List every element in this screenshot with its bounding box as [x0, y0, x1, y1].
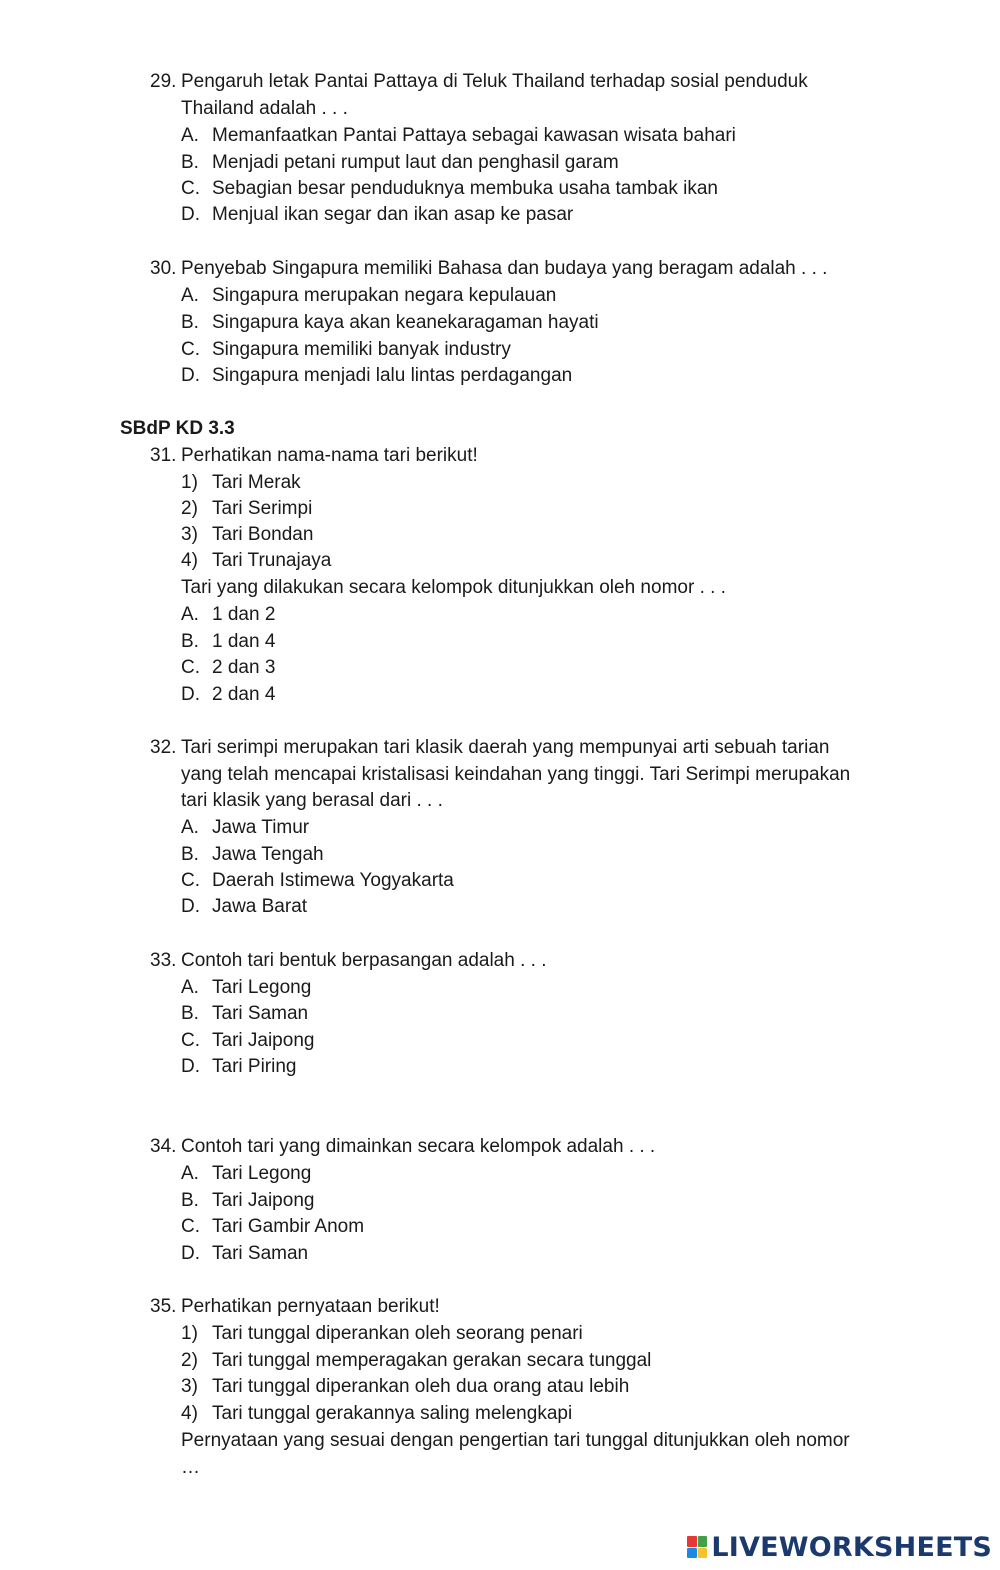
question-text: Perhatikan nama-nama tari berikut!: [181, 445, 478, 466]
option-c[interactable]: Tari Gambir Anom: [212, 1216, 365, 1237]
option-letter[interactable]: C.: [181, 1030, 200, 1051]
question-text: Thailand adalah . . .: [181, 98, 348, 119]
option-letter[interactable]: D.: [181, 896, 200, 917]
question-text: yang telah mencapai kristalisasi keindahan yang tinggi. Tari Serimpi merupakan: [181, 764, 851, 785]
option-d[interactable]: Menjual ikan segar dan ikan asap ke pasar: [212, 204, 574, 225]
list-item: Tari Serimpi: [212, 498, 313, 519]
list-item: Tari Bondan: [212, 524, 314, 545]
question-prompt: Pernyataan yang sesuai dengan pengertian tari tunggal ditunjukkan oleh nomor: [181, 1430, 850, 1451]
option-letter[interactable]: B.: [181, 631, 199, 652]
list-number: 1): [181, 1323, 198, 1344]
option-c[interactable]: Daerah Istimewa Yogyakarta: [212, 870, 454, 891]
option-letter[interactable]: A.: [181, 285, 199, 306]
option-b[interactable]: 1 dan 4: [212, 631, 276, 652]
list-number: 4): [181, 1403, 198, 1424]
option-a[interactable]: 1 dan 2: [212, 604, 276, 625]
section-heading: SBdP KD 3.3: [120, 418, 235, 439]
option-d[interactable]: Tari Saman: [212, 1243, 309, 1264]
option-c[interactable]: 2 dan 3: [212, 657, 276, 678]
list-number: 2): [181, 498, 198, 519]
option-d[interactable]: 2 dan 4: [212, 684, 276, 705]
option-letter[interactable]: B.: [181, 1003, 199, 1024]
option-letter[interactable]: B.: [181, 312, 199, 333]
option-letter[interactable]: D.: [181, 365, 200, 386]
option-a[interactable]: Singapura merupakan negara kepulauan: [212, 285, 557, 306]
question-prompt: Tari yang dilakukan secara kelompok ditunjukkan oleh nomor . . .: [181, 577, 726, 598]
option-letter[interactable]: D.: [181, 1056, 200, 1077]
option-b[interactable]: Jawa Tengah: [212, 844, 324, 865]
option-letter[interactable]: B.: [181, 1190, 199, 1211]
list-number: 2): [181, 1350, 198, 1371]
list-item: Tari tunggal diperankan oleh dua orang atau lebih: [212, 1376, 630, 1397]
option-c[interactable]: Singapura memiliki banyak industry: [212, 339, 511, 360]
option-a[interactable]: Jawa Timur: [212, 817, 310, 838]
question-text: Contoh tari yang dimainkan secara kelompok adalah . . .: [181, 1136, 656, 1157]
option-letter[interactable]: B.: [181, 152, 199, 173]
list-item: Tari tunggal memperagakan gerakan secara tunggal: [212, 1350, 652, 1371]
question-text: Pengaruh letak Pantai Pattaya di Teluk Thailand terhadap sosial penduduk: [181, 71, 808, 92]
logo-square: [698, 1548, 708, 1559]
option-b[interactable]: Menjadi petani rumput laut dan penghasil garam: [212, 152, 619, 173]
option-letter[interactable]: D.: [181, 204, 200, 225]
question-prompt-ellipsis: …: [181, 1457, 200, 1478]
list-number: 3): [181, 524, 198, 545]
question-number: 35.: [150, 1296, 177, 1317]
option-letter[interactable]: C.: [181, 657, 200, 678]
option-d[interactable]: Tari Piring: [212, 1056, 297, 1077]
liveworksheets-logo-icon: [687, 1536, 707, 1558]
liveworksheets-logo: [687, 1530, 992, 1564]
logo-square: [687, 1536, 697, 1547]
option-b[interactable]: Singapura kaya akan keanekaragaman hayati: [212, 312, 599, 333]
question-text: Tari serimpi merupakan tari klasik daerah yang mempunyai arti sebuah tarian: [181, 737, 830, 758]
logo-text: LIVEWORKSHEETS: [711, 1531, 992, 1563]
list-item: Tari tunggal diperankan oleh seorang penari: [212, 1323, 583, 1344]
option-a[interactable]: Tari Legong: [212, 977, 312, 998]
list-item: Tari Trunajaya: [212, 550, 332, 571]
question-text: Penyebab Singapura memiliki Bahasa dan budaya yang beragam adalah . . .: [181, 258, 828, 279]
option-d[interactable]: Jawa Barat: [212, 896, 308, 917]
list-number: 4): [181, 550, 198, 571]
question-number: 31.: [150, 445, 177, 466]
question-text: Contoh tari bentuk berpasangan adalah . . .: [181, 950, 547, 971]
option-a[interactable]: Memanfaatkan Pantai Pattaya sebagai kawasan wisata bahari: [212, 125, 736, 146]
option-letter[interactable]: D.: [181, 684, 200, 705]
option-letter[interactable]: C.: [181, 1216, 200, 1237]
option-letter[interactable]: A.: [181, 1163, 199, 1184]
question-text: Perhatikan pernyataan berikut!: [181, 1296, 440, 1317]
option-c[interactable]: Sebagian besar penduduknya membuka usaha tambak ikan: [212, 178, 718, 199]
option-letter[interactable]: B.: [181, 844, 199, 865]
option-letter[interactable]: A.: [181, 977, 199, 998]
option-c[interactable]: Tari Jaipong: [212, 1030, 315, 1051]
list-item: Tari Merak: [212, 472, 301, 493]
logo-square: [687, 1548, 697, 1559]
question-number: 34.: [150, 1136, 177, 1157]
logo-square: [698, 1536, 708, 1547]
option-b[interactable]: Tari Saman: [212, 1003, 309, 1024]
option-letter[interactable]: A.: [181, 817, 199, 838]
list-number: 3): [181, 1376, 198, 1397]
option-d[interactable]: Singapura menjadi lalu lintas perdagangan: [212, 365, 573, 386]
option-letter[interactable]: A.: [181, 125, 199, 146]
option-letter[interactable]: C.: [181, 339, 200, 360]
option-letter[interactable]: A.: [181, 604, 199, 625]
question-text: tari klasik yang berasal dari . . .: [181, 790, 443, 811]
option-letter[interactable]: C.: [181, 178, 200, 199]
list-item: Tari tunggal gerakannya saling melengkapi: [212, 1403, 573, 1424]
option-letter[interactable]: C.: [181, 870, 200, 891]
question-number: 33.: [150, 950, 177, 971]
option-a[interactable]: Tari Legong: [212, 1163, 312, 1184]
question-number: 30.: [150, 258, 177, 279]
question-number: 32.: [150, 737, 177, 758]
question-number: 29.: [150, 71, 177, 92]
option-letter[interactable]: D.: [181, 1243, 200, 1264]
option-b[interactable]: Tari Jaipong: [212, 1190, 315, 1211]
list-number: 1): [181, 472, 198, 493]
